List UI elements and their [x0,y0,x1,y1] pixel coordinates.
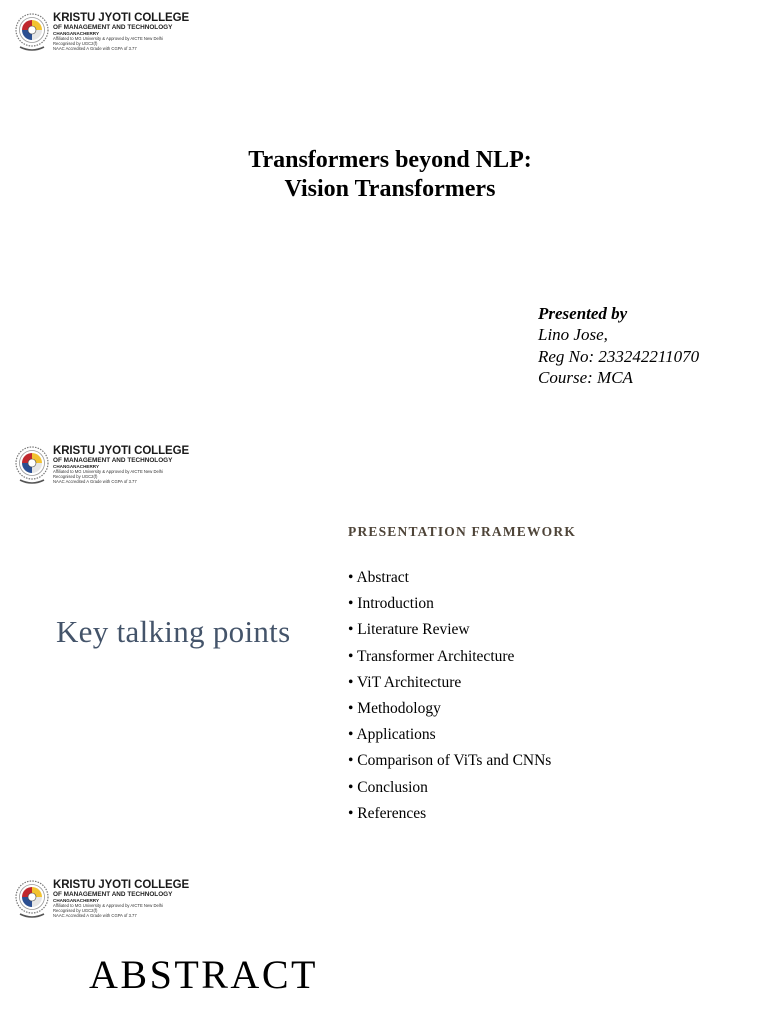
presenter-name: Lino Jose, [538,325,608,345]
title-line-2: Vision Transformers [284,176,496,202]
list-item: • Conclusion [348,778,428,796]
college-place: CHANGANACHERRY [53,464,100,469]
college-name: KRISTU JYOTI COLLEGE [53,12,190,24]
college-name: KRISTU JYOTI COLLEGE [53,879,190,891]
abstract-heading: ABSTRACT [89,952,318,997]
college-recognition: Recognised by UGC2(f) [53,41,98,46]
college-logo [14,879,204,925]
college-accreditation: NAAC Accredited A Grade with CGPA of 3.77 [53,913,137,918]
list-item: • ViT Architecture [348,673,462,691]
list-item: • Abstract [348,569,409,586]
college-subtitle: OF MANAGEMENT AND TECHNOLOGY [53,457,173,464]
presentation-framework-heading: PRESENTATION FRAMEWORK [348,524,577,539]
college-subtitle: OF MANAGEMENT AND TECHNOLOGY [53,891,173,898]
list-item: • Methodology [348,700,441,718]
college-place: CHANGANACHERRY [53,31,100,36]
presenter-course: Course: MCA [538,367,633,387]
list-item: • References [348,804,427,822]
list-item: • Literature Review [348,621,470,639]
college-seal-icon [14,879,50,923]
list-item: • Transformer Architecture [348,647,515,665]
college-subtitle: OF MANAGEMENT AND TECHNOLOGY [53,24,173,31]
college-recognition: Recognised by UGC2(f) [53,908,98,913]
college-affiliation: Affiliated to MG University & Approved by AICTE New Delhi [53,903,164,908]
presenter-reg: Reg No: 233242211070 [538,346,700,366]
college-logo [14,445,204,491]
college-logo [14,12,204,58]
college-name: KRISTU JYOTI COLLEGE [53,445,190,457]
slide-title [0,146,768,204]
key-talking-points-heading: Key talking points [56,614,291,649]
presented-by-label: Presented by [538,304,628,323]
list-item: • Applications [348,726,436,744]
list-item: • Introduction [348,595,434,613]
college-seal-icon [14,12,50,56]
talking-points-list [348,565,551,827]
college-recognition: Recognised by UGC2(f) [53,474,98,479]
college-seal-icon [14,445,50,489]
college-affiliation: Affiliated to MG University & Approved by AICTE New Delhi [53,469,164,474]
college-place: CHANGANACHERRY [53,898,100,903]
list-item: • Comparison of ViTs and CNNs [348,752,552,770]
college-accreditation: NAAC Accredited A Grade with CGPA of 3.77 [53,46,137,51]
presenter-info [538,303,699,388]
college-affiliation: Affiliated to MG University & Approved by AICTE New Delhi [53,36,164,41]
college-accreditation: NAAC Accredited A Grade with CGPA of 3.77 [53,479,137,484]
title-line-1: Transformers beyond NLP: [248,147,532,173]
